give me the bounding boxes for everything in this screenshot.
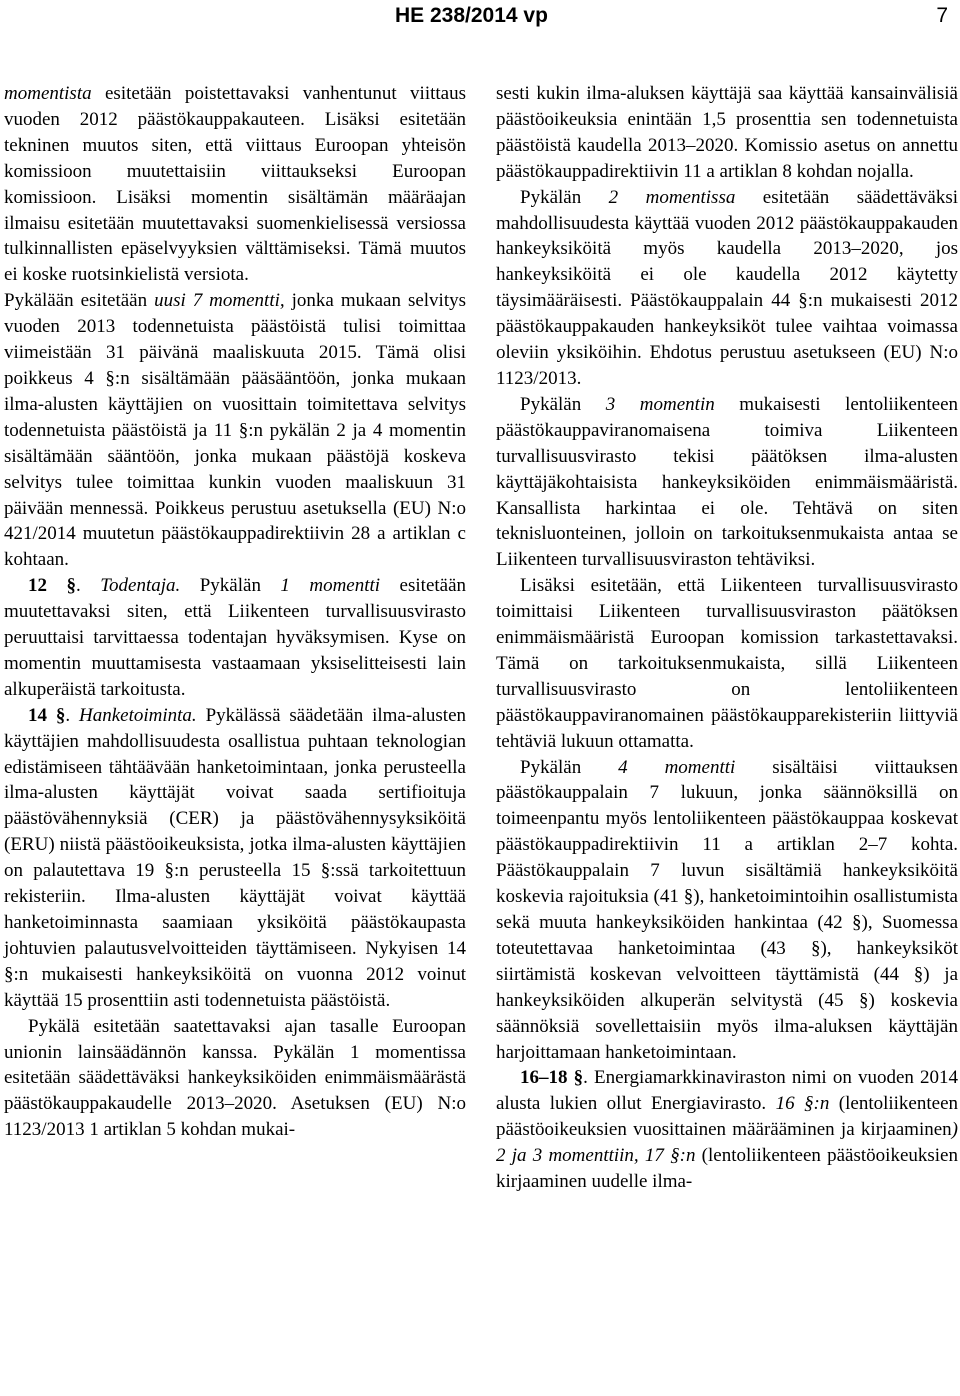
paragraph [496, 573, 958, 754]
section-number: 16–18 § [520, 1067, 584, 1089]
page-header [0, 4, 960, 32]
paragraph [496, 755, 958, 1066]
paragraph-text: Lisäksi esitetään, että Liikenteen turvallisuusvirasto toimittaisi Liikenteen turvallisuusviraston päätöksen enimmäismääristä Euroopan komission tarkastettavaksi. Tämä on tarkoituksenmukaista, sillä Liikenteen turvallisuusvirasto on lentoliikenteen päästökauppaviranomainen päästökaupparekisteriin liittyviä tehtäviä lukuun ottamatta. [496, 575, 958, 752]
paragraph-text: Pykälän [520, 393, 606, 415]
paragraph-text: esitetään muutettavaksi siten, että Liikenteen turvallisuusvirasto peruuttaisi tarvittaessa todentajan hyväksymisen. Kyse on momentin muuttamisesta vastaamaan yksiselitteisesti lain alkuperäistä tarkoitusta. [4, 575, 467, 700]
paragraph-text: (lentoliikenteen päästöoikeuksien kirjaaminen uudelle ilma- [496, 1145, 958, 1193]
paragraph [4, 81, 466, 288]
paragraph-text: . [65, 704, 79, 726]
section-number: 14 § [28, 704, 66, 726]
paragraph-text: . Energiamarkkinaviraston nimi on vuoden 2014 alusta lukien ollut Energiavirasto. [496, 1067, 959, 1115]
paragraph-text: sisältäisi viittauksen päästökauppalain 7 lukuun, jonka säännöksillä on toimeenpantu myös lentoliikenteen päästökauppaa koskevat päästökauppadirektiivin 11 a artiklan 2–7 kohta. Päästökauppalain 7 luvun sisältämiä hankeyksiköitä koskevia rajoituksia (41 §), hanketoimintoihin osallistumista sekä muuta hankeyksiköiden hankintaa (42 §), Suomessa toteutettavaa hanketoimintaa (43 §), hankeyksiköt siirtämistä koskevan velvoitteen täyttämistä (44 §) ja hankeyksiköiden alkuperän selvitystä (45 §) koskevia säännöksiä sovellettaisiin myös ilma-aluksen käyttäjän harjoittamaan hanketoimintaan. [496, 756, 958, 1063]
emphasis-text: 16 §:n [775, 1093, 830, 1115]
paragraph-text: esitetään säädettäväksi mahdollisuudesta käyttää vuoden 2012 päästökauppakauden hankeyksiköitä myös kaudella 2013–2020, jos hankeyksiköitä ei ole kaudella 2012 käytetty täysimääräisesti. Päästökauppalain 44 §:n mukaisesti 2012 päästökauppakauden hankeyksiköt tulee vaihtaa voimassa oleviin yksiköihin. Ehdotus perustuu asetukseen (EU) N:o 1123/2013. [496, 186, 958, 389]
paragraph [496, 185, 958, 392]
paragraph [4, 288, 466, 573]
paragraph-text: Pykälän [180, 575, 281, 597]
paragraph-text: esitetään poistettavaksi vanhentunut viittaus vuoden 2012 päästökauppakauteen. Lisäksi esitetään tekninen muutos siten, että viittaus Euroopan yhteisön komissioon muutettaisiin viittaukseksi Euroopan komissioon. Lisäksi momentin sisältämän määräajan ilmaisu esitetään muutettavaksi suomenkielisessä versiossa tulkinnallisten epäselvyyksien välttämiseksi. Tämä muutos ei koske ruotsinkielistä versiota. [4, 83, 466, 286]
paragraph [4, 1014, 466, 1144]
emphasis-text: 3 momentin [605, 393, 715, 415]
section-number: 12 § [28, 575, 76, 597]
right-column [496, 81, 958, 1195]
emphasis-text: 1 momentti [280, 575, 381, 597]
paragraph-text: (lentoliikenteen päästöoikeuksien vuosittainen määrääminen ja kirjaaminen [496, 1093, 959, 1141]
left-column [4, 81, 466, 1143]
paragraph [4, 703, 466, 1014]
paragraph-text: Pykälän [520, 186, 609, 208]
emphasis-text: 4 momentti [618, 756, 736, 778]
paragraph-text: Pykälään esitetään [4, 290, 155, 312]
emphasis-text: Todentaja. [100, 575, 181, 597]
emphasis-text: momentista [4, 83, 92, 104]
page-number: 7 [936, 4, 948, 27]
document-id: HE 238/2014 vp [395, 4, 548, 27]
paragraph-text: jonka mukaan selvitys vuoden 2013 todennetuista päästöistä tulisi toimittaa viimeistään 31 päivänä maaliskuuta 2015. Tämä olisi poikkeus 4 §:n sisältämään pääsääntöön, jonka mukaan ilma-alusten käyttäjien on vuosittain toimitettava selvitys todennetuista päästöistä ja 11 §:n pykälän 2 ja 4 momentin sisältämään sääntöön, jonka mukaan päästöjä koskeva selvitys tulee toimittaa kunkin vuoden maaliskuun 31 päivään mennessä. Poikkeus perustuu asetuksella (EU) N:o 421/2014 muutetun päästökauppadirektiivin 28 a artiklan c kohtaan. [4, 290, 466, 571]
paragraph [496, 392, 958, 573]
emphasis-text: ) 2 ja 3 momenttiin, 17 §:n [496, 1119, 958, 1167]
emphasis-text: uusi 7 momentti, [154, 290, 285, 312]
emphasis-text: 2 momentissa [608, 186, 736, 208]
paragraph-text: Pykälä esitetään saatettavaksi ajan tasalle Euroopan unionin lainsäädännön kanssa. Pykälän 1 momentissa esitetään säädettäväksi hankeyksiköiden enimmäismäärästä päästökauppakaudelle 2013–2020. Asetuksen (EU) N:o 1123/2013 1 artiklan 5 kohdan mukai- [4, 1015, 466, 1141]
paragraph-text: Pykälän [520, 756, 619, 778]
paragraph-text: Pykälässä säädetään ilma-alusten käyttäjien mahdollisuudesta osallistua puhtaan teknologian edistämiseen tähtäävään hanketoimintaan, jonka perusteella ilma-alusten käyttäjät voivat saada sertifioituja päästövähennyksiä (CER) ja päästövähennysyksiköitä (ERU) niistä päästöoikeuksista, jotka ilma-alusten käyttäjien on palautettava 19 §:n perusteella 15 §:ssä tarkoitettuun rekisteriin. Ilma-alusten käyttäjät voivat käyttää hanketoiminnasta saamiaan yksiköitä päästökaupasta johtuvien palautusvelvoitteiden täyttämiseen. Nykyisen 14 §:n mukaisesti hankeyksiköitä on vuonna 2012 voinut käyttää 15 prosenttiin asti todennetuista päästöistä. [4, 704, 466, 1011]
paragraph-text: . [75, 575, 101, 597]
paragraph [496, 1065, 958, 1195]
paragraph [4, 573, 466, 703]
emphasis-text: Hanketoiminta. [79, 704, 197, 726]
paragraph-text: mukaisesti lentoliikenteen päästökauppaviranomaisena toimiva Liikenteen turvallisuusvirasto tekisi päätöksen ilma-alusten käyttäjäkohtaisista hankeyksiköiden enimmäismääristä. Kansallista harkintaa ei ole. Tehtävä on siten teknisluonteinen, jolloin on tarkoituksenmukaista antaa se Liikenteen turvallisuusviraston tehtäviksi. [496, 393, 959, 571]
paragraph-text: sesti kukin ilma-aluksen käyttäjä saa käyttää kansainvälisiä päästöoikeuksia enintään 1,5 prosenttia sen todennetuista päästöistä kaudella 2013–2020. Komissio asetus on annettu päästökauppadirektiivin 11 a artiklan 8 kohdan nojalla. [496, 83, 958, 182]
paragraph [496, 81, 958, 185]
